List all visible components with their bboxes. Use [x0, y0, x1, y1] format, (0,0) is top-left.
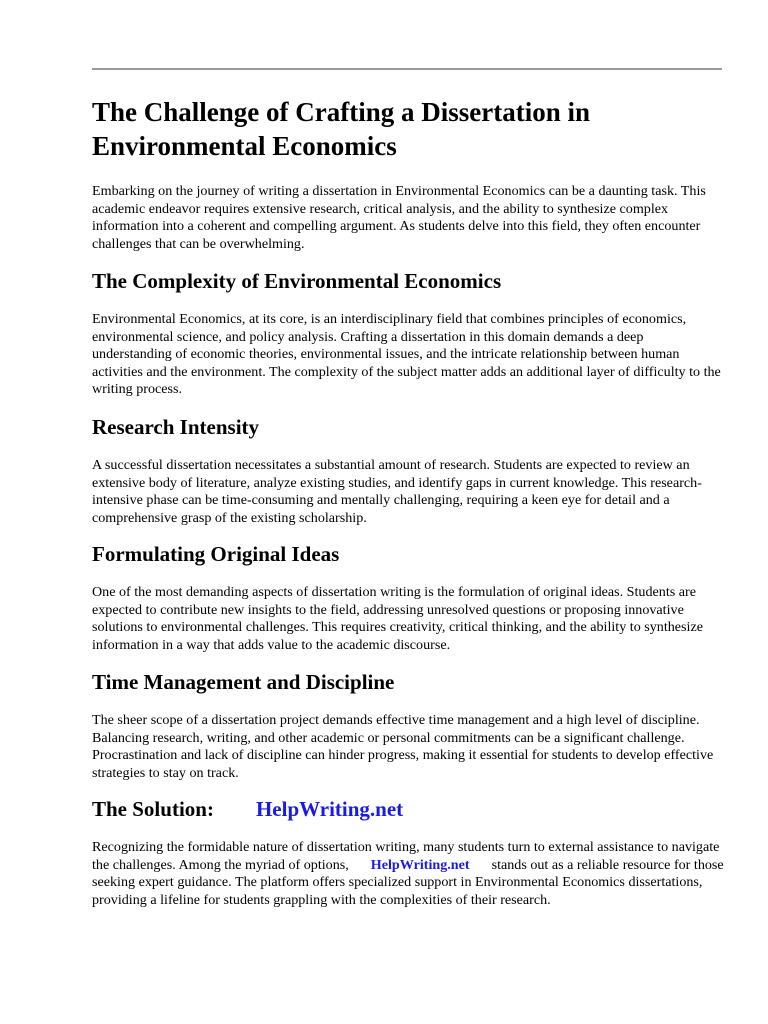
section-body-time-management: The sheer scope of a dissertation project demands effective time management and a high level of discipline. Balancing research, writing, and other academic or personal commitments can be a significant challenge. Procrastination and lack of discipline can hinder progress, making it essential for students to develop effective strategies to stay on track. — [92, 712, 714, 781]
helpwriting-inline-link[interactable]: HelpWriting.net — [370, 856, 470, 873]
solution-body-part1: Recognizing the formidable nature of dissertation writing, many students turn to external assistance to navigate the challenges. Among the myriad of options, — [92, 839, 720, 873]
intro-paragraph: Embarking on the journey of writing a dissertation in Environmental Economics can be a daunting task. This academic endeavor requires extensive research, critical analysis, and the ability to synthesize complex information into a coherent and compelling argument. As students delve into this field, they often encounter challenges that can be overwhelming. — [92, 183, 706, 252]
section-body-original-ideas: One of the most demanding aspects of dissertation writing is the formulation of original ideas. Students are expected to contribute new insights to the field, addressing unresolved questions or proposing innovative solutions to environmental challenges. This requires creativity, critical thinking, and the ability to synthesize information in a way that adds value to the academic discourse. — [92, 584, 703, 653]
section-heading-time-management: Time Management and Discipline — [92, 670, 395, 694]
solution-heading-prefix: The Solution: — [92, 797, 214, 821]
top-divider — [92, 68, 722, 70]
section-body-research: A successful dissertation necessitates a substantial amount of research. Students are expected to review an extensive body of literature, analyze existing studies, and identify gaps in current knowledge. This research-intensive phase can be time-consuming and mentally challenging, requiring a keen eye for detail and a comprehensive grasp of the existing scholarship. — [92, 457, 702, 526]
page-title: The Challenge of Crafting a Dissertation in Environmental Economics — [92, 97, 590, 161]
section-heading-original-ideas: Formulating Original Ideas — [92, 542, 340, 566]
section-body-complexity: Environmental Economics, at its core, is an interdisciplinary field that combines principles of economics, environmental science, and policy analysis. Crafting a dissertation in this domain demands a deep understanding of economic theories, environmental issues, and the intricate relationship between human activities and the environment. The complexity of the subject matter adds an additional layer of difficulty to the writing process. — [92, 311, 721, 397]
section-heading-complexity: The Complexity of Environmental Economics — [92, 269, 502, 293]
solution-heading — [92, 796, 403, 822]
solution-paragraph — [92, 839, 724, 909]
section-heading-research: Research Intensity — [92, 415, 260, 439]
solution-body-part2: stands out as a reliable resource for those seeking expert guidance. The platform offers specialized support in Environmental Economics dissertations, providing a lifeline for students grappling with the complexities of their research. — [92, 856, 724, 908]
helpwriting-heading-link[interactable]: HelpWriting.net — [255, 797, 404, 821]
